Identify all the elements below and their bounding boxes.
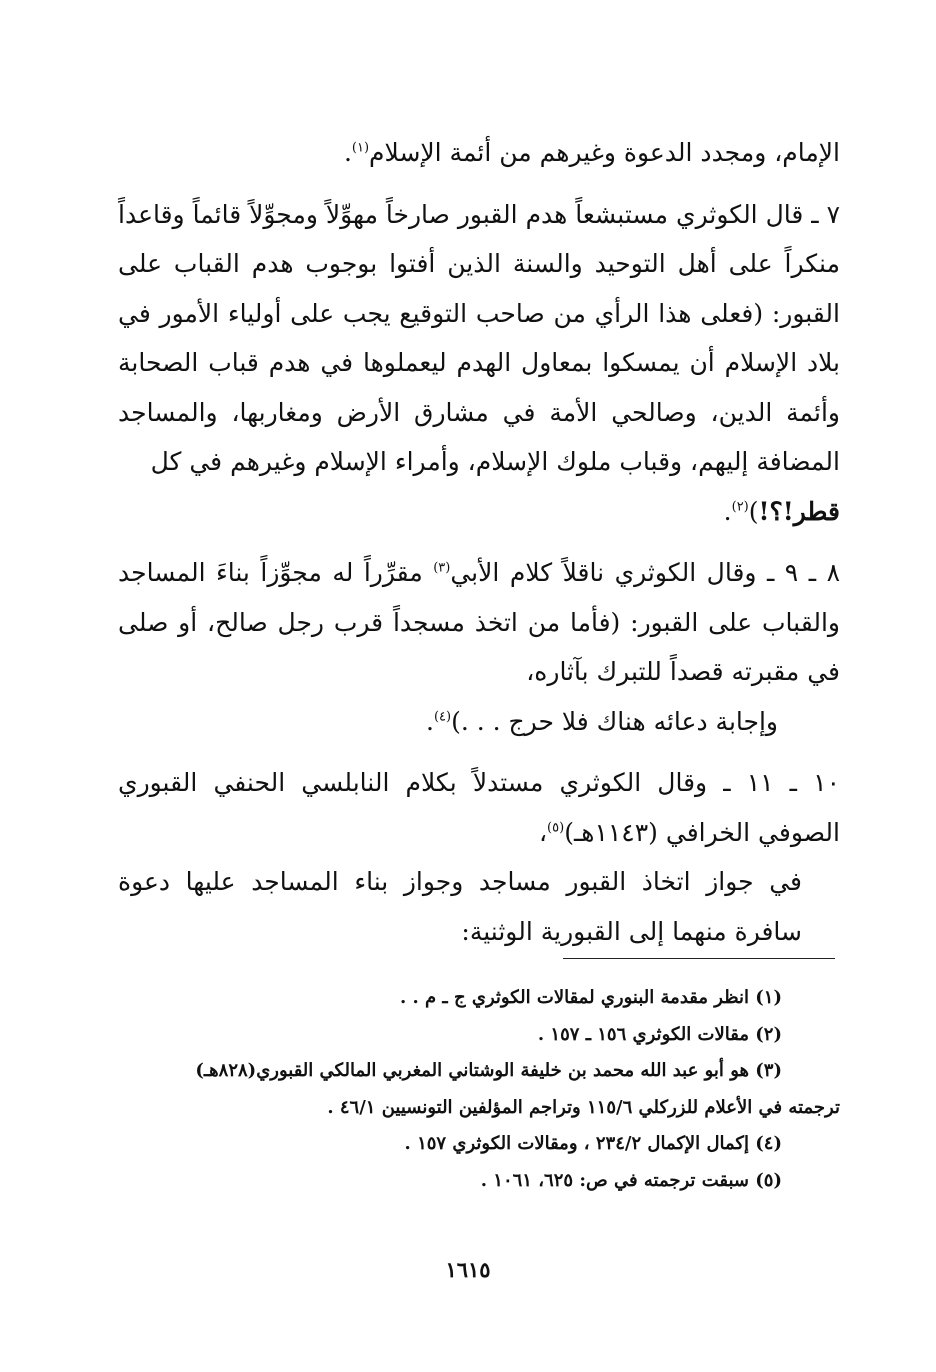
footnote-5-number: (٥) <box>755 1169 782 1191</box>
page-number: ١٦١٥ <box>445 1257 491 1282</box>
footnote-3-text: هو أبو عبد الله محمد بن خليفة الوشتاني المغربي المالكي القبوري(٨٢٨هـ) <box>195 1060 756 1081</box>
footnote-ref-5: (٥) <box>547 820 565 836</box>
footnote-1-text: انظر مقدمة البنوري لمقالات الكوثري ج ـ م . . <box>399 987 756 1008</box>
paragraph-intro-end: . <box>343 138 352 167</box>
paragraph-7-end: . <box>723 496 732 526</box>
paragraph-7-bold: قطر!؟! <box>758 496 840 526</box>
footnote-4-number: (٤) <box>755 1133 782 1154</box>
footnote-3-number: (٣) <box>755 1060 782 1081</box>
paragraph-8-9-cont-end: . <box>426 706 434 736</box>
footnote-5 <box>118 1163 840 1200</box>
paragraph-intro <box>118 128 840 178</box>
footnotes <box>118 980 840 1199</box>
main-text <box>118 128 840 956</box>
footnote-ref-4: (٤) <box>433 709 452 725</box>
footnote-divider <box>563 958 835 959</box>
footnote-4-text: إكمال الإكمال ٢٣٤/٢ ، ومقالات الكوثري ١٥٧ . <box>404 1133 756 1154</box>
paragraph-8-9-continuation <box>118 697 840 747</box>
footnote-5-text: سبقت ترجمته في ص: ٦٢٥، ١٠٦١ . <box>480 1169 756 1191</box>
paragraph-intro-text: الإمام، ومجدد الدعوة وغيرهم من أئمة الإسلام <box>369 138 840 167</box>
footnote-ref-2: (٢) <box>731 499 749 515</box>
footnote-3-continuation <box>118 1090 840 1127</box>
footnote-1 <box>118 980 840 1017</box>
paragraph-10-11-text: ١٠ ـ ١١ ـ وقال الكوثري مستدلاً بكلام النابلسي الحنفي القبوري الصوفي الخرافي (١١٤٣هـ) <box>118 768 840 847</box>
paragraph-8-9-text-a: ٨ ـ ٩ ـ وقال الكوثري ناقلاً كلام الأبي <box>450 558 840 587</box>
paragraph-conclusion <box>118 857 840 956</box>
footnote-3-cont-text: ترجمته في الأعلام للزركلي ١١٥/٦ وتراجم المؤلفين التونسيين ٤٦/١ . <box>327 1096 840 1118</box>
paragraph-10-11-end: ، <box>538 817 548 847</box>
paragraph-7-text: ٧ ـ قال الكوثري مستبشعاً هدم القبور صارخاً مهوِّلاً ومجوِّلاً قائماً وقاعداً منكراً على أهل التوحيد والسنة الذين أفتوا بوجوب هدم القباب على القبور: (فعلى هذا الرأي من صاحب التوقيع يجب على أولياء الأمور في بلاد الإسلام أن يمسكوا بمعاول الهدم ليعملوها في هدم قباب الصحابة وأئمة الدين، وصالحي الأمة في مشارق الأرض ومغاربها، والمساجد المضافة إليهم، وقباب ملوك الإسلام، وأمراء الإسلام وغيرهم في كل <box>118 199 840 476</box>
footnote-4 <box>118 1126 840 1163</box>
paragraph-8-9-cont-text: وإجابة دعائه هناك فلا حرج . . .) <box>451 706 778 736</box>
footnote-ref-3: (٣) <box>433 560 451 576</box>
footnote-3 <box>118 1053 840 1090</box>
paragraph-10-11 <box>118 758 840 857</box>
paragraph-8-9 <box>118 548 840 697</box>
paragraph-7 <box>118 190 840 537</box>
paragraph-conclusion-text: في جواز اتخاذ القبور مساجد وجواز بناء المساجد عليها دعوة سافرة منهما إلى القبورية الوثنية: <box>118 867 802 946</box>
footnote-1-number: (١) <box>755 987 782 1008</box>
footnote-2-number: (٢) <box>755 1023 782 1045</box>
paragraph-7-close: ) <box>748 496 759 526</box>
footnote-ref-1: (١) <box>351 140 370 156</box>
footnote-2 <box>118 1017 840 1054</box>
footnote-2-text: مقالات الكوثري ١٥٦ ـ ١٥٧ . <box>537 1023 756 1045</box>
paragraph-8-9-text-b: مقرِّراً له مجوِّزاً بناءَ المساجد والقباب على القبور: (فأما من اتخذ مسجداً قرب رجل صالح، أو صلى في مقبرته قصداً للتبرك بآثاره، <box>118 558 840 686</box>
